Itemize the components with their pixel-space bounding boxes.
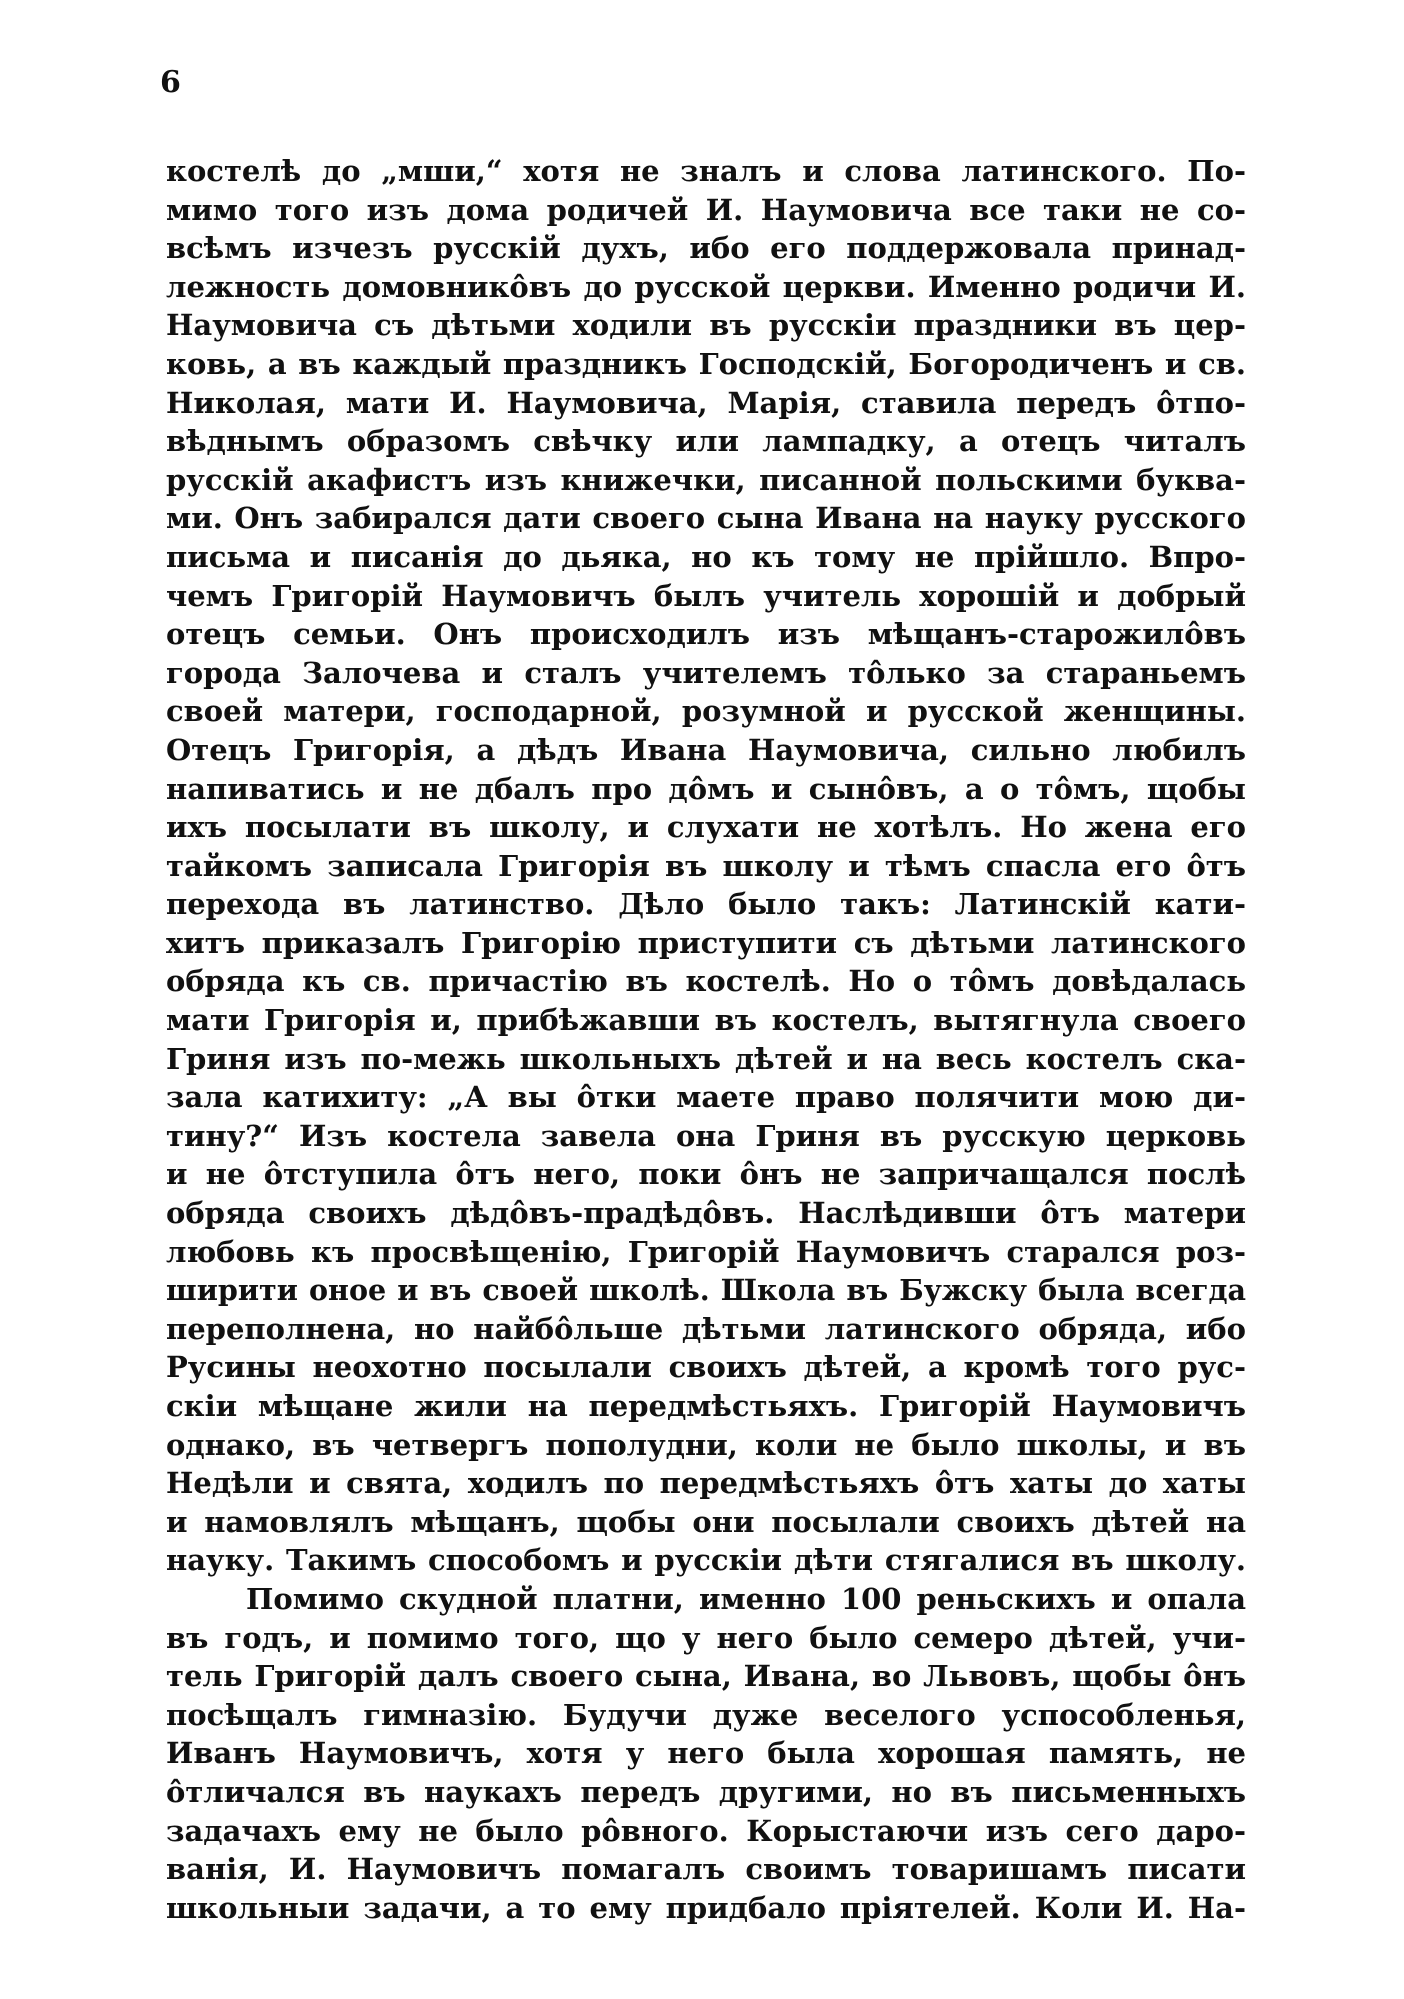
paragraph-start-line: Помимо скудной платни, именно 100 реньскихъ и опала <box>246 1581 1246 1616</box>
text-line: Николая, мати И. Наумовича, Марія, ставила передъ ôтпо- <box>166 385 1246 420</box>
text-line: всѣмъ изчезъ русскій духъ, ибо его поддержовала принад- <box>166 231 1246 266</box>
text-line: ванія, И. Наумовичъ помагалъ своимъ товаришамъ писати <box>166 1852 1246 1887</box>
text-line: обряда къ св. причастію въ костелѣ. Но о тôмъ довѣдалась <box>166 964 1246 999</box>
text-line: науку. Такимъ способомъ и русскіи дѣти стягалися въ школу. <box>166 1543 1246 1578</box>
text-line: Недѣли и свята, ходилъ по передмѣстьяхъ ôтъ хаты до хаты <box>166 1466 1246 1501</box>
text-line: Наумовича съ дѣтьми ходили въ русскіи праздники въ цер- <box>166 308 1246 343</box>
text-line: мимо того изъ дома родичей И. Наумовича все таки не со- <box>166 192 1246 227</box>
body-text <box>166 152 1246 1927</box>
text-line: Отецъ Григорія, а дѣдъ Ивана Наумовича, сильно любилъ <box>166 732 1246 767</box>
text-line: въ годъ, и помимо того, що у него было семеро дѣтей, учи- <box>166 1620 1246 1655</box>
text-line: переполнена, но найбôльше дѣтьми латинского обряда, ибо <box>166 1311 1246 1346</box>
text-line: ôтличался въ наукахъ передъ другими, но въ письменныхъ <box>166 1774 1246 1809</box>
text-line: костелѣ до „мши,“ хотя не зналъ и слова латинского. По- <box>166 154 1246 188</box>
text-line: ми. Онъ забирался дати своего сына Ивана на науку русского <box>166 501 1246 536</box>
text-line: города Залочева и сталъ учителемъ тôлько за стараньемъ <box>166 655 1246 690</box>
text-line: чемъ Григорій Наумовичъ былъ учитель хорошій и добрый <box>166 578 1246 613</box>
text-line: любовь къ просвѣщенію, Григорій Наумовичъ старался роз- <box>166 1234 1246 1269</box>
text-line: посѣщалъ гимназію. Будучи дуже веселого успособленья, <box>166 1697 1246 1732</box>
text-line: вѣднымъ образомъ свѣчку или лампадку, а отецъ читалъ <box>166 424 1246 459</box>
text-line: и не ôтступила ôтъ него, поки ôнъ не запричащался послѣ <box>166 1157 1246 1192</box>
text-line: скіи мѣщане жили на передмѣстьяхъ. Григорій Наумовичъ <box>166 1389 1246 1423</box>
text-line: лежность домовникôвъ до русской церкви. Именно родичи И. <box>166 269 1246 304</box>
text-line: хитъ приказалъ Григорію приступити съ дѣтьми латинского <box>166 925 1246 960</box>
text-line: школьныи задачи, а то ему придбало пріятелей. Коли И. На- <box>166 1890 1246 1925</box>
page-number: 6 <box>160 65 181 100</box>
text-line: тайкомъ записала Григорія въ школу и тѣмъ спасла его ôтъ <box>166 848 1246 883</box>
text-line: ковь, а въ каждый праздникъ Господскій, Богородиченъ и св. <box>166 346 1246 381</box>
text-line: напиватись и не дбалъ про дôмъ и сынôвъ, а о тôмъ, щобы <box>166 771 1246 806</box>
text-line: перехода въ латинство. Дѣло было такъ: Латинскій кати- <box>166 887 1246 922</box>
text-line: ширити оное и въ своей школѣ. Школа въ Бужску была всегда <box>166 1273 1246 1308</box>
text-line: обряда своихъ дѣдôвъ-прадѣдôвъ. Наслѣдивши ôтъ матери <box>166 1196 1246 1231</box>
text-line: отецъ семьи. Онъ происходилъ изъ мѣщанъ-старожилôвъ <box>166 617 1246 652</box>
text-line: тину?“ Изъ костела завела она Гриня въ русскую церковь <box>166 1118 1246 1153</box>
text-line: однако, въ четвергъ пополудни, коли не было школы, и въ <box>166 1427 1246 1462</box>
text-line: задачахъ ему не было рôвного. Корыстаючи изъ сего даро- <box>166 1813 1246 1848</box>
text-line: письма и писанія до дьяка, но къ тому не прійшло. Впро- <box>166 539 1246 574</box>
text-line: своей матери, господарной, розумной и русской женщины. <box>166 694 1246 729</box>
text-line: зала катихиту: „А вы ôтки маете право полячити мою ди- <box>166 1080 1246 1115</box>
text-line: Иванъ Наумовичъ, хотя у него была хорошая память, не <box>166 1736 1246 1771</box>
text-line: Гриня изъ по-межь школьныхъ дѣтей и на весь костелъ ска- <box>166 1041 1246 1076</box>
text-line: и намовлялъ мѣщанъ, щобы они посылали своихъ дѣтей на <box>166 1504 1246 1539</box>
text-line: мати Григорія и, прибѣжавши въ костелъ, вытягнула своего <box>166 1003 1246 1038</box>
text-line: Русины неохотно посылали своихъ дѣтей, а кромѣ того рус- <box>166 1350 1246 1385</box>
text-line: тель Григорій далъ своего сына, Ивана, во Львовъ, щобы ôнъ <box>166 1659 1246 1694</box>
text-line: ихъ посылати въ школу, и слухати не хотѣлъ. Но жена его <box>166 810 1246 845</box>
text-line: русскій акафистъ изъ книжечки, писанной польскими буква- <box>166 462 1246 497</box>
